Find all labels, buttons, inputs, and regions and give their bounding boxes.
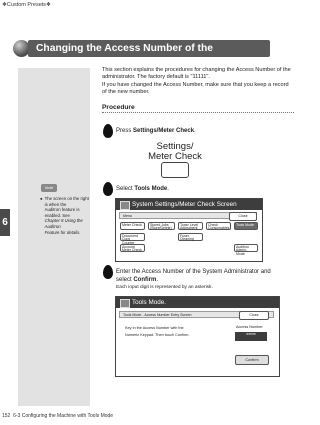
screen-2-title: Tools Mode. <box>132 299 166 306</box>
note-line-2: Auditron feature is enabled. See <box>44 207 80 218</box>
procedure-heading: Procedure <box>102 104 135 111</box>
access-number-input[interactable]: ***** <box>235 332 267 341</box>
screen-icon <box>120 299 130 308</box>
note-text <box>40 196 90 235</box>
screen-1-title-bar <box>116 199 262 210</box>
system-settings-screen <box>115 198 263 262</box>
instructions-line-1: Key in the Access Number with the <box>125 326 184 330</box>
step-2-text <box>116 186 169 192</box>
key-label-line-2: Meter Check <box>148 151 202 162</box>
step-3-sub: Each input digit is represented by an asterisk. <box>116 285 213 290</box>
check-consumables-button[interactable]: Check Consumables <box>208 222 230 231</box>
step-3-bold: Confirm <box>133 277 157 283</box>
step-3-suffix: . <box>156 277 159 283</box>
toner-level-button[interactable]: Toner Level Adjustment <box>178 222 203 230</box>
account-meter-check-button[interactable]: Account Meter Check <box>120 244 145 252</box>
section-title: Changing the Access Number of the Administrator <box>28 40 270 57</box>
step-3-line-1: Enter the Access Number of the System Administrator and <box>116 269 271 275</box>
screen-1-title: System Settings/Meter Check Screen <box>132 201 237 208</box>
step-1-text <box>116 128 196 134</box>
access-instructions <box>125 325 190 339</box>
intro-line-1: This section explains the procedures for changing the Access Number of the <box>102 67 291 73</box>
step-3-prefix: select <box>116 277 134 283</box>
step-2-bold: Tools Mode <box>134 186 168 192</box>
access-number-label: Access Number <box>236 325 263 329</box>
close-button[interactable]: Close <box>229 212 257 221</box>
side-column <box>18 68 90 406</box>
intro-line-4: of the new number. <box>102 88 150 95</box>
key-label-line-1: Settings/ <box>156 141 194 152</box>
step-2-prefix: Select <box>116 186 135 192</box>
note-line-1: The screen on the right is when the <box>44 196 89 207</box>
step-1-marker-icon <box>103 124 113 138</box>
intro-paragraph <box>102 67 294 96</box>
close-button[interactable]: Close <box>239 311 269 320</box>
intro-line-2: administrator. The factory default is "11111". <box>102 74 210 81</box>
note-badge: Note <box>41 184 57 192</box>
chapter-tab: 6 <box>0 209 10 236</box>
step-2-suffix: . <box>167 186 169 192</box>
note-line-4: Feature for details. <box>44 229 81 235</box>
step-3-marker-icon <box>103 265 113 279</box>
note-line-3: Chapter 8 Using the Auditron <box>44 218 83 229</box>
fuser-cleaning-button[interactable]: Fuser Cleaning <box>178 233 203 241</box>
page-number: 152 <box>2 413 11 419</box>
screen-icon <box>120 201 130 210</box>
auditron-admin-mode-button[interactable]: Auditron Admin. Mode <box>234 244 258 252</box>
note-bullet: ● <box>40 196 43 201</box>
screen-2-title-bar <box>116 297 279 308</box>
step-2-marker-icon <box>103 182 113 196</box>
instructions-line-2: Numeric Keypad. Then touch Confirm. <box>125 333 190 337</box>
confirm-button[interactable]: Confirm <box>235 355 269 365</box>
footer-text: 6-3 Configuring the Machine with Tools Mode <box>13 413 114 419</box>
tools-mode-button[interactable]: Tools Mode <box>234 222 258 230</box>
menu-label: Menu <box>123 214 132 218</box>
tools-mode-screen <box>115 296 280 377</box>
settings-meter-check-key <box>140 142 210 162</box>
access-entry-bar-label: Tools Mode - Access Number Entry Screen <box>123 313 192 317</box>
procedure-divider <box>102 112 294 113</box>
meter-check-button[interactable]: Meter Check <box>120 222 145 230</box>
step-1-suffix: . <box>194 128 196 134</box>
step-1-prefix: Press <box>116 128 134 134</box>
step-1-bold: Settings/Meter Check <box>133 128 195 134</box>
stored-jobs-button[interactable]: Stored Jobs (Store/Delete) <box>148 222 175 230</box>
document-copy-counter-button[interactable]: Document Copy <box>120 233 145 241</box>
running-header: ❖Custom Presets❖ <box>2 2 51 8</box>
step-3-text <box>116 268 296 292</box>
intro-line-3: If you have changed the Access Number, make sure that you keep a record <box>102 81 289 88</box>
key-button-icon <box>161 162 189 178</box>
page-footer <box>2 413 113 419</box>
